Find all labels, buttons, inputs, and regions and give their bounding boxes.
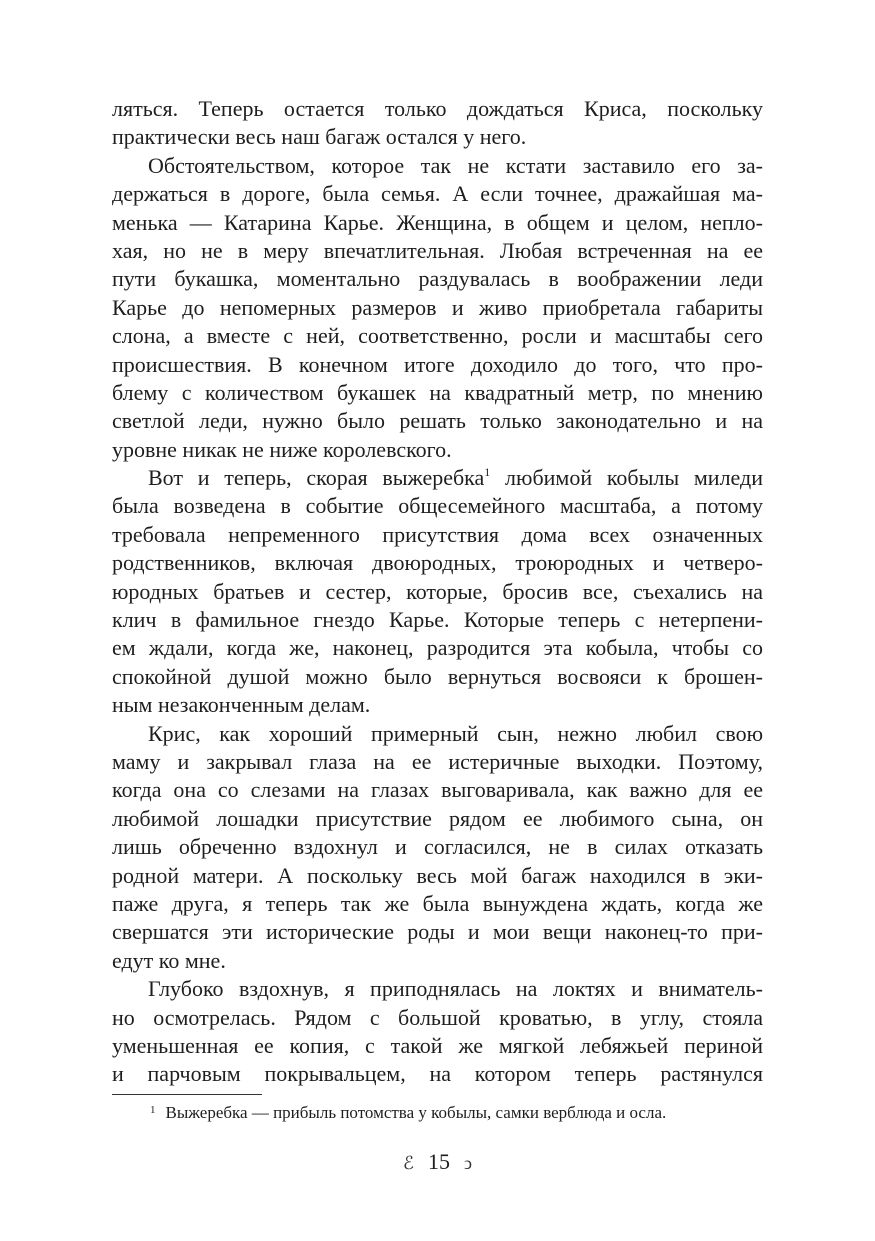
text-line: была возведена в событие общесемейного масштаба, а потому — [112, 493, 763, 519]
footnote-divider — [112, 1094, 262, 1095]
footnote-reference[interactable]: 1 — [484, 465, 491, 480]
text-line: практически весь наш багаж остался у него. — [112, 124, 527, 150]
page-number: 15 — [427, 1149, 450, 1174]
paragraph — [112, 95, 763, 152]
text-segment: любимой кобылы миледи — [490, 465, 763, 491]
text-line: лишь обреченно вздохнул и согласился, не в силах отказать — [112, 834, 763, 860]
ornament-left-icon: ℰ — [403, 1153, 414, 1173]
text-line: маму и закрывал глаза на ее истеричные выходки. Поэтому, — [112, 748, 763, 774]
text-line: светлой леди, нужно было решать только законодательно и на — [112, 408, 763, 434]
text-line: ляться. Теперь остается только дождаться Криса, поскольку — [112, 96, 763, 121]
text-line: паже друга, я теперь так же была вынуждена ждать, когда же — [112, 890, 763, 916]
text-line: ным незаконченным делам. — [112, 692, 371, 718]
text-line: Глубоко вздохнув, я приподнялась на локтях и вниматель- — [148, 976, 763, 1002]
text-line: спокойной душой можно было вернуться восвояси к брошен- — [112, 663, 763, 689]
body-text — [112, 95, 763, 1089]
footnote — [150, 1099, 666, 1124]
text-line: родственников, включая двоюродных, троюродных и четверо- — [112, 550, 763, 576]
footnote-number: 1 — [150, 1104, 156, 1116]
text-line: и парчовым покрывальцем, на котором теперь растянулся — [112, 1061, 763, 1087]
paragraph — [112, 720, 763, 976]
text-line: держаться в дороге, была семья. А если точнее, дражайшая ма- — [112, 181, 763, 207]
text-line: когда она со слезами на глазах выговаривала, как важно для ее — [112, 777, 763, 803]
text-line: хая, но не в меру впечатлительная. Любая встреченная на ее — [112, 237, 763, 263]
paragraph — [112, 975, 763, 1089]
text-line: пути букашка, моментально раздувалась в воображении леди — [112, 266, 763, 292]
text-line: любимой лошадки присутствие рядом ее любимого сына, он — [112, 805, 763, 831]
paragraph — [112, 464, 763, 720]
text-line: Обстоятельством, которое так не кстати заставило его за- — [148, 152, 763, 178]
text-line: происшествия. В конечном итоге доходило до того, что про- — [112, 351, 763, 377]
text-line: едут ко мне. — [112, 947, 226, 973]
text-line: юродных братьев и сестер, которые, бросив все, съехались на — [112, 578, 763, 604]
text-line: уровне никак не ниже королевского. — [112, 436, 452, 462]
text-line: родной матери. А поскольку весь мой багаж находился в эки- — [112, 862, 763, 888]
footnote-text: Выжеребка — прибыль потомства у кобылы, самки верблюда и осла. — [165, 1103, 667, 1122]
text-line: блему с количеством букашек на квадратный метр, по мнению — [112, 379, 763, 405]
text-line: Карье до непомерных размеров и живо приобретала габариты — [112, 294, 763, 320]
text-line: уменьшенная ее копия, с такой же мягкой лебяжьей периной — [112, 1032, 763, 1058]
text-line: менька — Катарина Карье. Женщина, в общем и целом, непло- — [112, 209, 763, 235]
text-line: слона, а вместе с ней, соответственно, росли и масштабы сего — [112, 323, 763, 349]
text-line: требовала непременного присутствия дома всех означенных — [112, 521, 763, 547]
text-line — [112, 464, 763, 492]
ornament-right-icon: ↄ — [463, 1153, 472, 1173]
text-line: клич в фамильное гнездо Карье. Которые теперь с нетерпени- — [112, 607, 763, 633]
text-line: свершатся эти исторические роды и мои вещи наконец-то при- — [112, 919, 763, 945]
paragraph — [112, 152, 763, 464]
text-segment: Вот и теперь, скорая выжеребка — [148, 465, 485, 491]
page-footer — [0, 1149, 875, 1175]
text-line: ем ждали, когда же, наконец, разродится эта кобыла, чтобы со — [112, 635, 763, 661]
text-line: но осмотрелась. Рядом с большой кроватью, в углу, стояла — [112, 1004, 763, 1030]
text-line: Крис, как хороший примерный сын, нежно любил свою — [148, 720, 763, 746]
